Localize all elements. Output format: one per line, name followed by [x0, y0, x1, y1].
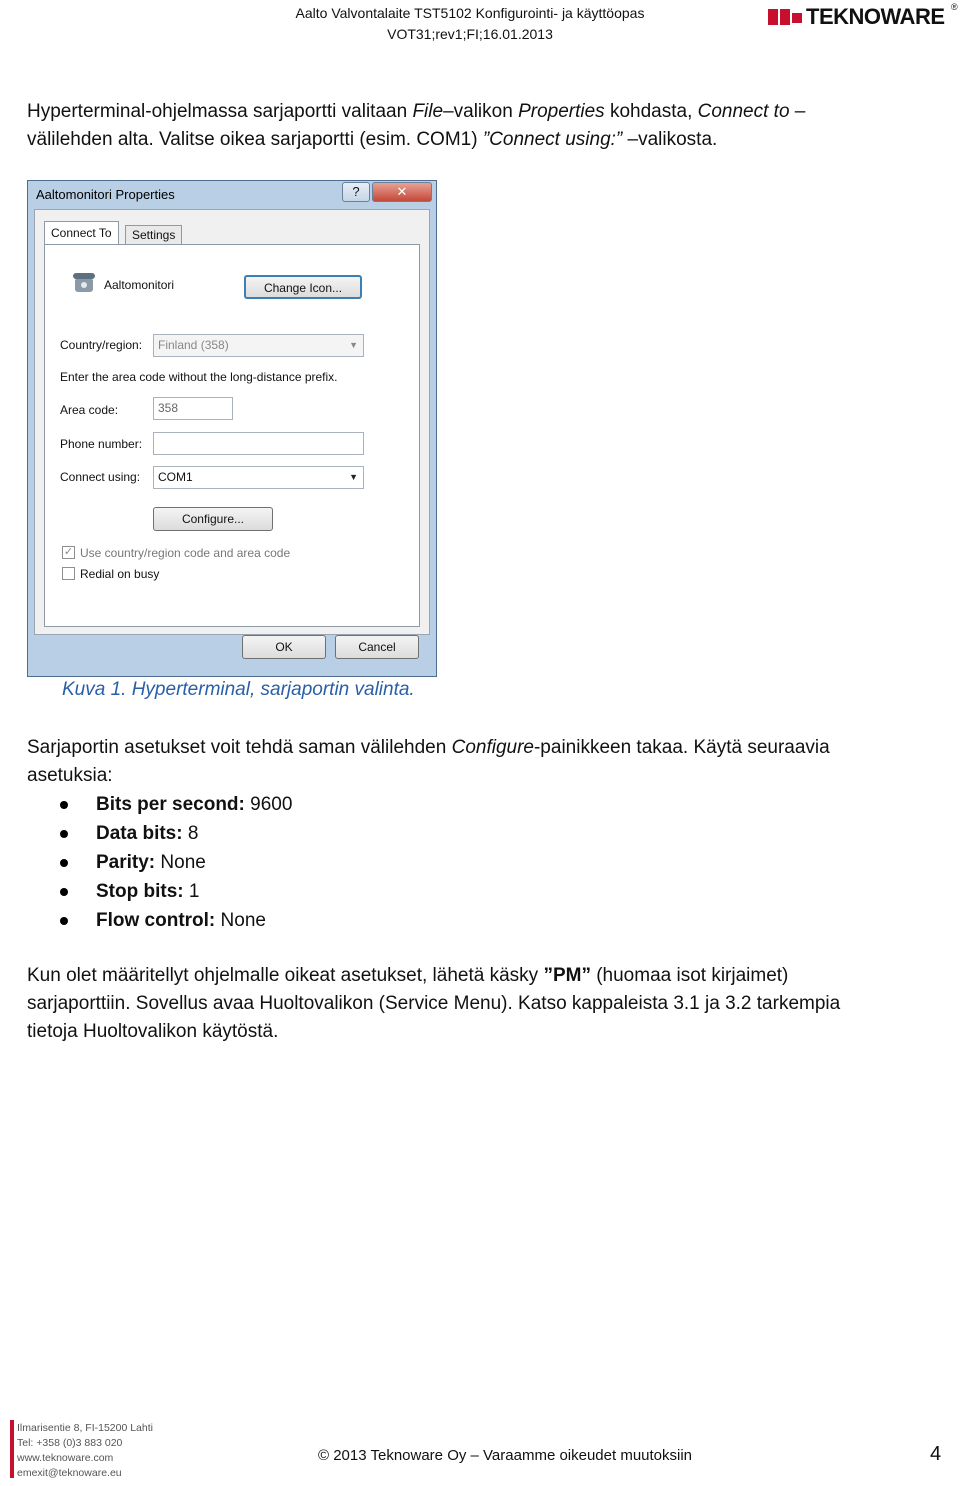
ok-button[interactable]: OK	[242, 635, 326, 659]
connect-using-select[interactable]: COM1 ▼	[153, 466, 364, 489]
logo-text: TEKNOWARE	[806, 4, 945, 29]
intro-paragraph: Hyperterminal-ohjelmassa sarjaportti valitaan File–valikon Properties kohdasta, Connect to – välilehden alta. Valitse oikea sarjaportti (esim. COM1) ”Connect using:” –valikosta.	[27, 101, 806, 150]
header-title: Aalto Valvontalaite TST5102 Konfigurointi- ja käyttöopas	[295, 5, 645, 21]
use-country-code-checkbox[interactable]	[62, 546, 75, 559]
connection-name: Aaltomonitori	[104, 278, 175, 292]
phone-number-input[interactable]	[153, 432, 364, 455]
list-item: Stop bits: 1	[60, 877, 292, 906]
settings-paragraph: Sarjaportin asetukset voit tehdä saman välilehden Configure-painikkeen takaa. Käytä seuraavia asetuksia:	[27, 737, 830, 786]
footer-accent-bar	[10, 1420, 14, 1478]
area-code-label: Area code:	[60, 403, 119, 417]
redial-on-busy-label: Redial on busy	[80, 567, 160, 581]
logo-registered: ®	[951, 2, 958, 12]
dialog-title: Aaltomonitori Properties	[36, 187, 175, 202]
tab-connect-to[interactable]: Connect To	[44, 221, 119, 246]
footer-copyright: © 2013 Teknoware Oy – Varaamme oikeudet muutoksiin	[318, 1447, 693, 1464]
list-item: Parity: None	[60, 848, 292, 877]
change-icon-button[interactable]: Change Icon...	[244, 275, 362, 299]
use-country-code-label: Use country/region code and area code	[80, 546, 291, 560]
figure-caption: Kuva 1. Hyperterminal, sarjaportin valinta.	[62, 679, 415, 700]
logo-mark-icon	[768, 7, 804, 27]
footer-email: emexit@teknoware.eu	[17, 1467, 122, 1479]
footer-contact	[17, 1421, 153, 1481]
connect-using-label: Connect using:	[60, 470, 141, 484]
phone-icon	[72, 270, 96, 296]
properties-dialog	[27, 180, 437, 677]
list-item: Data bits: 8	[60, 819, 292, 848]
page-number: 4	[930, 1443, 942, 1465]
instructions-paragraph: Kun olet määritellyt ohjelmalle oikeat asetukset, lähetä käsky ”PM” (huomaa isot kirjaimet) sarjaporttiin. Sovellus avaa Huoltovalikon (Service Menu). Katso kappaleista 3.1 ja 3.2 tarkempia tietoja Huoltovalikon käytöstä.	[27, 965, 841, 1042]
close-button[interactable]: ✕	[372, 182, 432, 202]
configure-button[interactable]: Configure...	[153, 507, 273, 531]
country-select[interactable]: Finland (358) ▼	[153, 334, 364, 357]
footer-web: www.teknoware.com	[17, 1452, 114, 1464]
country-label: Country/region:	[60, 338, 143, 352]
phone-number-label: Phone number:	[60, 437, 143, 451]
chevron-down-icon: ▼	[349, 472, 358, 482]
tab-settings[interactable]: Settings	[125, 225, 182, 245]
redial-on-busy-checkbox[interactable]	[62, 567, 75, 580]
area-code-input[interactable]: 358	[153, 397, 233, 420]
area-code-hint: Enter the area code without the long-distance prefix.	[60, 370, 338, 384]
teknoware-logo	[768, 4, 958, 30]
chevron-down-icon: ▼	[349, 340, 358, 350]
list-item: Bits per second: 9600	[60, 790, 292, 819]
header-version: VOT31;rev1;FI;16.01.2013	[387, 26, 553, 42]
list-item: Flow control: None	[60, 906, 292, 935]
cancel-button[interactable]: Cancel	[335, 635, 419, 659]
footer-address: Ilmarisentie 8, FI-15200 Lahti	[17, 1422, 153, 1434]
settings-list	[60, 790, 292, 935]
footer-tel: Tel: +358 (0)3 883 020	[17, 1437, 123, 1449]
help-button[interactable]: ?	[342, 182, 370, 202]
checkmark-icon: ✓	[63, 546, 74, 558]
